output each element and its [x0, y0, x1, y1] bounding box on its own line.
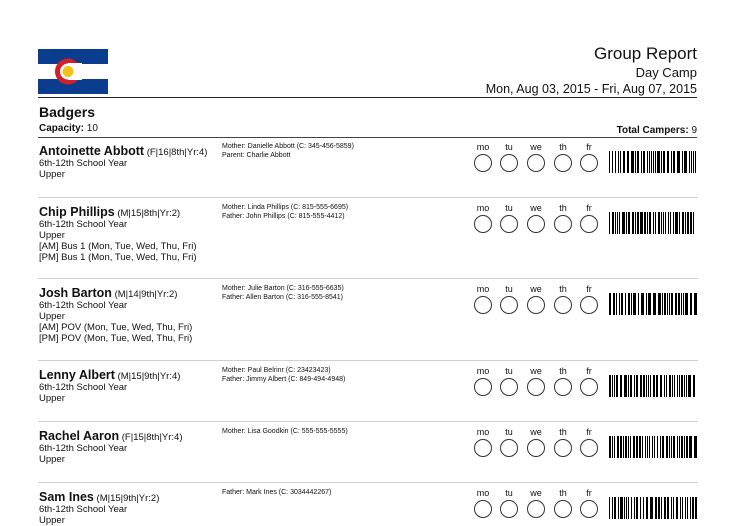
row-divider — [38, 482, 698, 483]
attendance-checkbox-mo[interactable] — [474, 500, 492, 518]
contact-line: Father: Mark Ines (C: 3034442267) — [222, 489, 332, 496]
day-label-th: th — [559, 203, 567, 213]
day-label-fr: fr — [586, 427, 592, 437]
day-label-fr: fr — [586, 488, 592, 498]
colorado-flag-icon — [38, 49, 108, 94]
contact-line: Mother: Lisa Goodkin (C: 555-555-5555) — [222, 428, 348, 435]
barcode-icon — [609, 151, 697, 173]
camper-meta: (F|15|8th|Yr:4) — [119, 432, 183, 443]
camper-detail-line: Upper — [39, 454, 65, 465]
camper-contacts — [222, 367, 345, 384]
camper-name: Josh Barton — [39, 286, 112, 300]
day-label-th: th — [559, 142, 567, 152]
contact-line: Mother: Linda Phillips (C: 815-555-6695) — [222, 204, 349, 211]
attendance-checkbox-fr[interactable] — [580, 439, 598, 457]
camper-name: Lenny Albert — [39, 368, 115, 382]
camper-contacts — [222, 143, 354, 160]
contact-line: Mother: Danielle Abbott (C: 345-456-5859) — [222, 143, 354, 150]
attendance-checkbox-tu[interactable] — [500, 154, 518, 172]
attendance-checkbox-fr[interactable] — [580, 154, 598, 172]
camper-contacts — [222, 489, 331, 498]
day-label-mo: mo — [476, 284, 490, 294]
report-header — [486, 44, 697, 97]
attendance-checkbox-th[interactable] — [554, 500, 572, 518]
attendance-checkbox-we[interactable] — [527, 439, 545, 457]
total-campers-label: Total Campers: — [616, 125, 689, 136]
barcode-icon — [609, 436, 697, 458]
day-label-fr: fr — [586, 366, 592, 376]
barcode-icon — [609, 375, 697, 397]
camper-meta: (M|15|9th|Yr:4) — [114, 371, 181, 382]
camper-detail-line: [AM] Bus 1 (Mon, Tue, Wed, Thu, Fri) — [39, 241, 197, 252]
group-total-campers — [617, 125, 697, 136]
camper-name: Sam Ines — [39, 490, 94, 504]
header-divider — [38, 97, 697, 98]
attendance-checkbox-we[interactable] — [527, 378, 545, 396]
camper-details — [39, 219, 197, 263]
attendance-checkbox-mo[interactable] — [474, 439, 492, 457]
attendance-checkbox-fr[interactable] — [580, 296, 598, 314]
camper-details — [39, 300, 192, 344]
camper-contacts — [222, 428, 348, 437]
attendance-checkbox-tu[interactable] — [500, 296, 518, 314]
attendance-checkbox-th[interactable] — [554, 439, 572, 457]
attendance-checkbox-mo[interactable] — [474, 154, 492, 172]
attendance-checkbox-tu[interactable] — [500, 500, 518, 518]
camper-detail-line: Upper — [39, 230, 65, 241]
camper-name: Rachel Aaron — [39, 429, 120, 443]
camper-detail-line: [PM] Bus 1 (Mon, Tue, Wed, Thu, Fri) — [39, 252, 197, 263]
camper-name: Antoinette Abbott — [39, 144, 145, 158]
attendance-checkbox-we[interactable] — [527, 215, 545, 233]
contact-line: Mother: Paul Belrinr (C: 23423423) — [222, 367, 331, 374]
day-label-we: we — [530, 284, 542, 294]
barcode-icon — [609, 212, 697, 234]
camper-detail-line: Upper — [39, 169, 65, 180]
attendance-checkbox-th[interactable] — [554, 378, 572, 396]
capacity-label: Capacity: — [39, 123, 85, 134]
camper-detail-line: 6th-12th School Year — [39, 219, 128, 230]
attendance-checkbox-th[interactable] — [554, 296, 572, 314]
day-label-tu: tu — [505, 203, 513, 213]
camper-detail-line: [PM] POV (Mon, Tue, Wed, Thu, Fri) — [39, 333, 193, 344]
attendance-checkbox-mo[interactable] — [474, 215, 492, 233]
camper-contacts — [222, 285, 344, 302]
attendance-checkbox-we[interactable] — [527, 154, 545, 172]
camper-details — [39, 504, 127, 526]
camper-detail-line: [AM] POV (Mon, Tue, Wed, Thu, Fri) — [39, 322, 193, 333]
attendance-checkbox-th[interactable] — [554, 154, 572, 172]
day-label-we: we — [530, 203, 542, 213]
day-label-th: th — [559, 366, 567, 376]
contact-line: Mother: Julie Barton (C: 316-555-6635) — [222, 285, 344, 292]
camper-detail-line: Upper — [39, 515, 65, 526]
group-divider — [38, 137, 697, 138]
contact-line: Father: John Phillips (C: 815-555-4412) — [222, 212, 345, 220]
group-capacity — [39, 123, 98, 134]
camper-detail-line: 6th-12th School Year — [39, 504, 128, 515]
contact-line: Father: Allen Barton (C: 316-555-8541) — [222, 293, 344, 301]
capacity-value: 10 — [86, 123, 98, 134]
day-label-th: th — [559, 488, 567, 498]
day-label-fr: fr — [586, 203, 592, 213]
contact-line: Father: Jimmy Albert (C: 849-494-4948) — [222, 375, 346, 383]
day-label-we: we — [530, 488, 542, 498]
camper-meta: (M|14|9th|Yr:2) — [111, 289, 178, 300]
report-date-range: Mon, Aug 03, 2015 - Fri, Aug 07, 2015 — [485, 82, 697, 96]
day-label-th: th — [559, 427, 567, 437]
total-campers-value: 9 — [691, 125, 697, 136]
attendance-checkbox-we[interactable] — [527, 500, 545, 518]
camper-details — [39, 382, 127, 404]
attendance-checkbox-we[interactable] — [527, 296, 545, 314]
attendance-checkbox-mo[interactable] — [474, 378, 492, 396]
attendance-checkbox-th[interactable] — [554, 215, 572, 233]
camper-detail-line: Upper — [39, 393, 65, 404]
camper-meta: (M|15|9th|Yr:2) — [93, 493, 160, 504]
day-label-tu: tu — [505, 142, 513, 152]
report-title: Group Report — [594, 44, 697, 63]
camper-detail-line: 6th-12th School Year — [39, 158, 128, 169]
camper-detail-line: 6th-12th School Year — [39, 382, 128, 393]
row-divider — [38, 360, 698, 361]
camper-meta: (M|15|8th|Yr:2) — [114, 208, 181, 219]
day-label-tu: tu — [505, 488, 513, 498]
attendance-checkbox-fr[interactable] — [580, 378, 598, 396]
camper-meta: (F|16|8th|Yr:4) — [144, 147, 208, 158]
day-label-mo: mo — [476, 142, 490, 152]
row-divider — [38, 278, 698, 279]
barcode-icon — [609, 497, 697, 519]
camper-detail-line: Upper — [39, 311, 65, 322]
day-label-tu: tu — [505, 427, 513, 437]
day-label-mo: mo — [476, 488, 490, 498]
day-label-mo: mo — [476, 427, 490, 437]
barcode-icon — [609, 293, 697, 315]
attendance-checkbox-fr[interactable] — [580, 215, 598, 233]
day-label-mo: mo — [476, 203, 490, 213]
camper-details — [39, 443, 127, 465]
day-label-we: we — [530, 142, 542, 152]
report-subtitle: Day Camp — [635, 65, 697, 80]
day-label-fr: fr — [586, 142, 592, 152]
camper-detail-line: 6th-12th School Year — [39, 443, 128, 454]
camper-name: Chip Phillips — [39, 205, 115, 219]
camper-details — [39, 158, 127, 180]
camper-detail-line: 6th-12th School Year — [39, 300, 128, 311]
attendance-checkbox-tu[interactable] — [500, 439, 518, 457]
day-label-we: we — [530, 427, 542, 437]
day-label-we: we — [530, 366, 542, 376]
camper-contacts — [222, 204, 348, 221]
day-label-tu: tu — [505, 366, 513, 376]
day-label-tu: tu — [505, 284, 513, 294]
day-label-th: th — [559, 284, 567, 294]
row-divider — [38, 197, 698, 198]
attendance-checkbox-mo[interactable] — [474, 296, 492, 314]
attendance-checkbox-fr[interactable] — [580, 500, 598, 518]
contact-line: Parent: Charlie Abbott — [222, 151, 291, 159]
attendance-checkbox-tu[interactable] — [500, 378, 518, 396]
group-name: Badgers — [39, 104, 96, 120]
day-label-mo: mo — [476, 366, 490, 376]
day-label-fr: fr — [586, 284, 592, 294]
attendance-checkbox-tu[interactable] — [500, 215, 518, 233]
row-divider — [38, 421, 698, 422]
